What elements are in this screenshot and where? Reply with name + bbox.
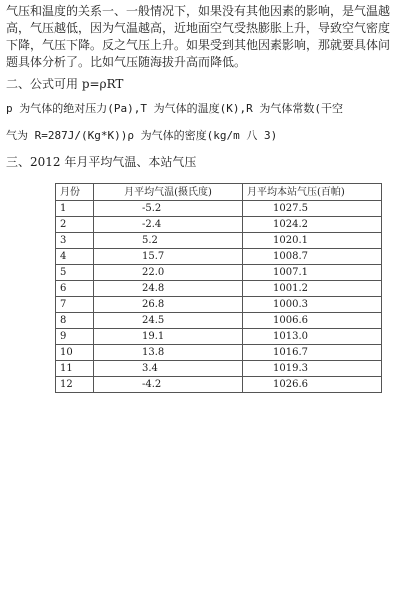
pressure-value: 1001.2 [273, 283, 308, 294]
pressure-value: 1007.1 [273, 267, 308, 278]
formula-definition-line-2: 气为 R=287J/(Kg*K))ρ 为气体的密度(kg/m 八 3) [6, 129, 278, 142]
month-cell: 9 [56, 329, 94, 345]
temperature-value: 24.5 [142, 315, 165, 326]
pressure-value: 1016.7 [273, 347, 308, 358]
temperature-value: 3.4 [142, 363, 158, 374]
pressure-value: 1020.1 [273, 235, 308, 246]
intro-paragraph: 气压和温度的关系一、一般情况下，如果没有其他因素的影响，是气温越高，气压越低，因为气温越高，近地面空气受热膨胀上升，导致空气密度下降，气压下降。反之气压上升。如果受到其他因素影响，那就要具体问题具体分析了。比如气压随海拔升高而降低。 [6, 4, 391, 69]
month-cell: 11 [56, 361, 94, 377]
month-cell: 10 [56, 345, 94, 361]
pressure-value: 1019.3 [273, 363, 308, 374]
temperature-cell [94, 265, 243, 281]
temperature-cell [94, 233, 243, 249]
table-row [56, 345, 382, 361]
table-row [56, 281, 382, 297]
pressure-value: 1006.6 [273, 315, 308, 326]
pressure-cell [243, 233, 382, 249]
temperature-value: 5.2 [142, 235, 158, 246]
temperature-cell [94, 329, 243, 345]
pressure-cell [243, 249, 382, 265]
month-cell: 3 [56, 233, 94, 249]
temperature-cell [94, 281, 243, 297]
table-row [56, 217, 382, 233]
header-month: 月份 [56, 184, 94, 201]
header-temperature: 月平均气温(摄氏度) [94, 184, 243, 201]
temperature-cell [94, 377, 243, 393]
temperature-value: -2.4 [142, 219, 162, 230]
table-body [56, 201, 382, 393]
pressure-cell [243, 345, 382, 361]
temperature-cell [94, 201, 243, 217]
monthly-climate-table [55, 183, 382, 393]
temperature-cell [94, 297, 243, 313]
section-3-heading: 三、2012 年月平均气温、本站气压 [6, 155, 197, 169]
temperature-cell [94, 345, 243, 361]
pressure-value: 1024.2 [273, 219, 308, 230]
temperature-value: -5.2 [142, 203, 162, 214]
temperature-value: 15.7 [142, 251, 165, 262]
temperature-cell [94, 313, 243, 329]
table-row [56, 233, 382, 249]
pressure-value: 1026.6 [273, 379, 308, 390]
pressure-cell [243, 361, 382, 377]
table-row [56, 265, 382, 281]
pressure-cell [243, 201, 382, 217]
month-cell: 2 [56, 217, 94, 233]
pressure-cell [243, 329, 382, 345]
month-cell: 7 [56, 297, 94, 313]
pressure-value: 1000.3 [273, 299, 308, 310]
table-row [56, 249, 382, 265]
table-row [56, 377, 382, 393]
pressure-value: 1027.5 [273, 203, 308, 214]
pressure-value: 1008.7 [273, 251, 308, 262]
pressure-cell [243, 377, 382, 393]
month-cell: 6 [56, 281, 94, 297]
table-row [56, 313, 382, 329]
header-pressure: 月平均本站气压(百帕) [243, 184, 382, 201]
pressure-cell [243, 313, 382, 329]
month-cell: 8 [56, 313, 94, 329]
pressure-value: 1013.0 [273, 331, 308, 342]
pressure-cell [243, 281, 382, 297]
section-2-heading: 二、公式可用 p=ρRT [6, 77, 124, 91]
table-row [56, 361, 382, 377]
table-row [56, 201, 382, 217]
month-cell: 4 [56, 249, 94, 265]
table-header-row [56, 184, 382, 201]
temperature-cell [94, 217, 243, 233]
temperature-cell [94, 249, 243, 265]
table-row [56, 297, 382, 313]
pressure-cell [243, 265, 382, 281]
month-cell: 1 [56, 201, 94, 217]
temperature-value: 24.8 [142, 283, 165, 294]
temperature-value: -4.2 [142, 379, 162, 390]
temperature-value: 26.8 [142, 299, 165, 310]
month-cell: 12 [56, 377, 94, 393]
temperature-cell [94, 361, 243, 377]
temperature-value: 19.1 [142, 331, 165, 342]
pressure-cell [243, 297, 382, 313]
temperature-value: 13.8 [142, 347, 165, 358]
pressure-cell [243, 217, 382, 233]
temperature-value: 22.0 [142, 267, 165, 278]
formula-definition-line-1: p 为气体的绝对压力(Pa),T 为气体的温度(K),R 为气体常数(干空 [6, 102, 343, 115]
table-row [56, 329, 382, 345]
month-cell: 5 [56, 265, 94, 281]
